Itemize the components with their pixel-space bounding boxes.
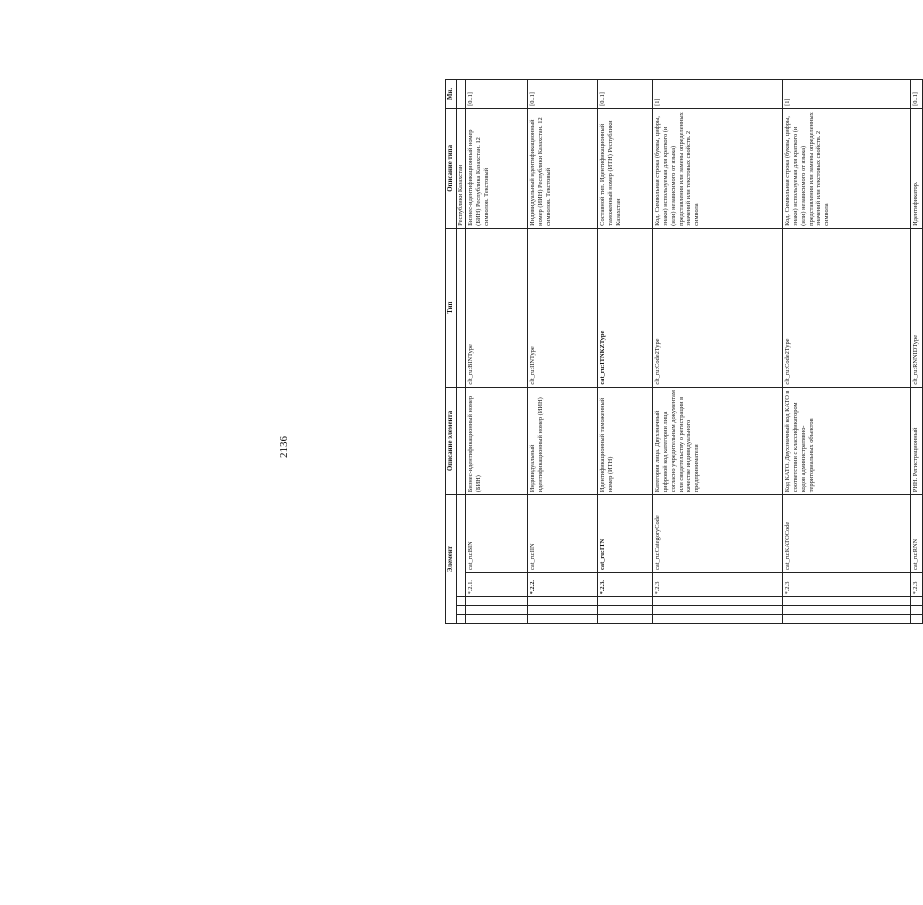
type-name: clt_ru:IINType bbox=[528, 228, 598, 387]
page-number: 2136 bbox=[278, 436, 290, 458]
row-number: *.2.3 bbox=[783, 572, 911, 596]
top-type-description: Республики Казахстан bbox=[457, 108, 466, 228]
rotated-page-content bbox=[445, 79, 920, 624]
header-row bbox=[446, 80, 457, 624]
header-type: Тип bbox=[446, 228, 457, 387]
type-name: clt_ru:Code2Type bbox=[653, 228, 783, 387]
table-row bbox=[598, 80, 653, 624]
row-number: *.2.2. bbox=[528, 572, 598, 596]
row-number: *.2.1. bbox=[466, 572, 528, 596]
row-number: *.2.3 bbox=[653, 572, 783, 596]
row-number: *.2.3 bbox=[911, 572, 923, 596]
element-name: cat_ru:BIN bbox=[466, 495, 528, 573]
header-type-description: Описание типа bbox=[446, 108, 457, 228]
element-description: Категория лица. Двухзначный цифровой код категории лица согласно учредительным документам или свидетельству о регистрации в качестве индивидуального предпринимателя bbox=[653, 387, 783, 495]
table-row bbox=[911, 80, 923, 624]
table-row bbox=[466, 80, 528, 624]
type-description: Индивидуальный идентификационный номер (ИИН) Республики Казахстан. 12 символов. Текстовый bbox=[528, 108, 598, 228]
element-description: Код КАТО. Двухзначный код КАТО в соответствии с классификатором кодов административно-территориальных объектов bbox=[783, 387, 911, 495]
element-name: cat_ru:KATOCode bbox=[783, 495, 911, 573]
element-description: Бизнес-идентификационный номер (БИН) bbox=[466, 387, 528, 495]
element-description: Идентификационный таможенный номер (ИТН) bbox=[598, 387, 653, 495]
multiplicity: [0..1] bbox=[466, 80, 528, 109]
type-description: Код. Символьная строка (буквы, цифры, знаки) используемая для краткого (и (или) независимого от языка) представления или замены определенных значений или текстовых свойств. 2 символа bbox=[783, 108, 911, 228]
multiplicity: [0..1] bbox=[598, 80, 653, 109]
type-name: clt_ru:Code2Type bbox=[783, 228, 911, 387]
table-row bbox=[653, 80, 783, 624]
multiplicity: [1] bbox=[653, 80, 783, 109]
table-row bbox=[528, 80, 598, 624]
type-description: Бизнес-идентификационный номер (БИН) Республика Казахстан. 12 символов. Текстовый bbox=[466, 108, 528, 228]
element-name: cat_ru:IIN bbox=[528, 495, 598, 573]
type-name: clt_ru:BINType bbox=[466, 228, 528, 387]
spec-table bbox=[445, 79, 923, 624]
type-name: cat_ru:ITNKZType bbox=[598, 228, 653, 387]
multiplicity: [1] bbox=[783, 80, 911, 109]
table-row bbox=[783, 80, 911, 624]
multiplicity: [0..1] bbox=[528, 80, 598, 109]
multiplicity: [0..1] bbox=[911, 80, 923, 109]
type-description: Составной тип. Идентификационный таможенный номер (ИТН) Республики Казахстан bbox=[598, 108, 653, 228]
element-description: Индивидуальный идентификационный номер (ИИН) bbox=[528, 387, 598, 495]
continuation-row bbox=[457, 80, 466, 624]
element-name: cat_ru:RNN bbox=[911, 495, 923, 573]
element-name: cat_ru:ITN bbox=[598, 495, 653, 573]
type-name: clt_ru:RNNIDType bbox=[911, 228, 923, 387]
element-name: cat_ru:CategoryCode bbox=[653, 495, 783, 573]
type-description: Код. Символьная строка (буквы, цифры, знаки) используемая для краткого (и (или) независимого от языка) представления или замены определенных значений или текстовых свойств. 2 символа bbox=[653, 108, 783, 228]
header-element: Элемент bbox=[446, 495, 457, 624]
header-multiplicity: Мн. bbox=[446, 80, 457, 109]
type-description: Идентификатор. bbox=[911, 108, 923, 228]
row-number: *.2.3. bbox=[598, 572, 653, 596]
element-description: РНН. Регистрационный bbox=[911, 387, 923, 495]
header-element-description: Описание элемента bbox=[446, 387, 457, 495]
